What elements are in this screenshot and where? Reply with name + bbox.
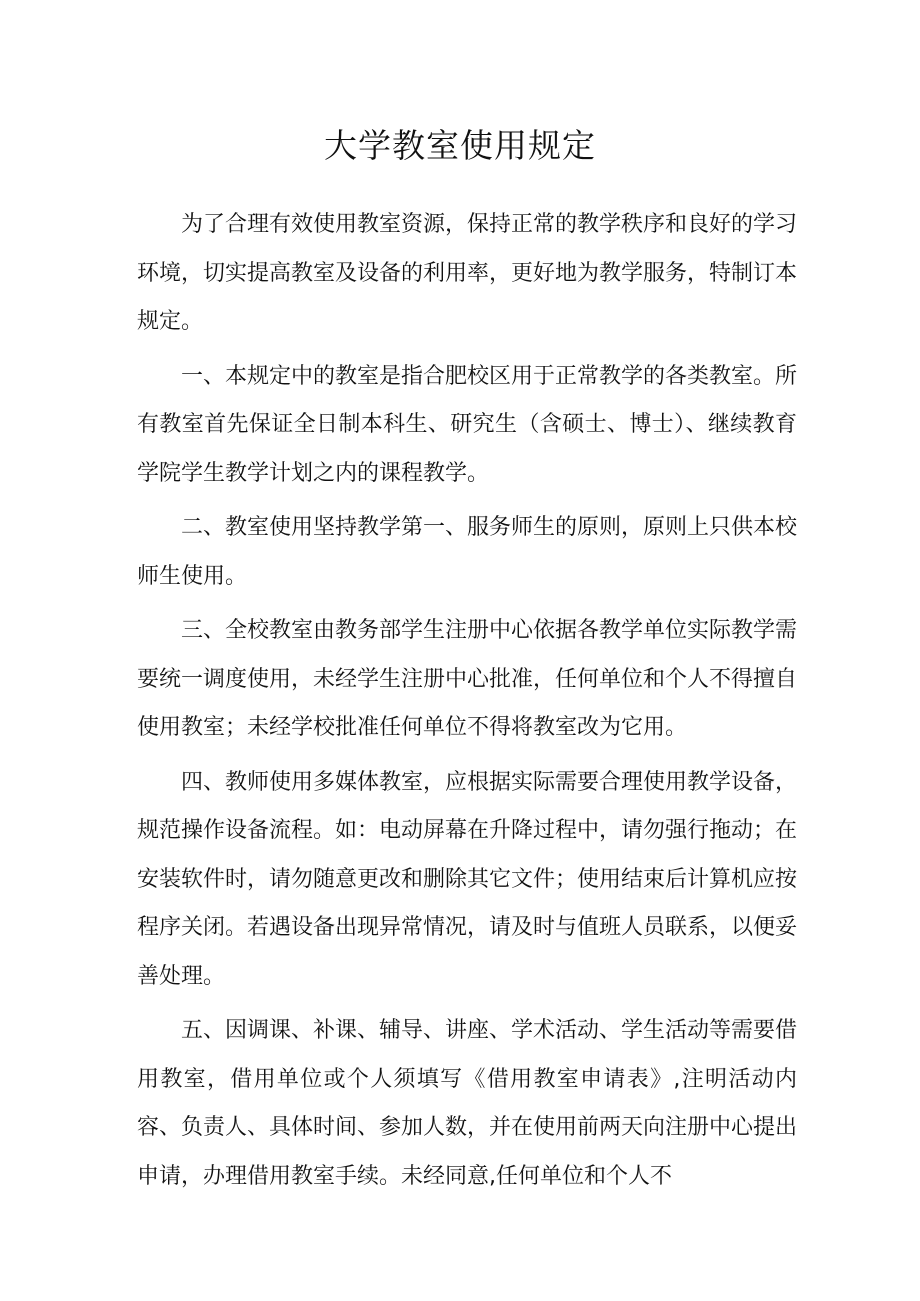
- document-body: [137, 201, 797, 1207]
- article-5-paragraph: 五、因调课、补课、辅导、讲座、学术活动、学生活动等需要借用教室，借用单位或个人须填写《借用教室申请表》,注明活动内容、负责人、具体时间、参加人数，并在使用前两天向注册中心提出申请，办理借用教室手续。未经同意,任何单位和个人不: [137, 1018, 798, 1189]
- article-4-paragraph: 四、教师使用多媒体教室，应根据实际需要合理使用教学设备，规范操作设备流程。如：电动屏幕在升降过程中，请勿强行拖动；在安装软件时，请勿随意更改和删除其它文件；使用结束后计算机应按程序关闭。若遇设备出现异常情况，请及时与值班人员联系，以便妥善处理。: [137, 769, 798, 989]
- article-1-paragraph: 一、本规定中的教室是指合肥校区用于正常教学的各类教室。所有教室首先保证全日制本科生、研究生（含硕士、博士）、继续教育学院学生教学计划之内的课程教学。: [137, 363, 798, 486]
- article-2-paragraph: 二、教室使用坚持教学第一、服务师生的原则，原则上只供本校师生使用。: [137, 515, 798, 589]
- article-3-paragraph: 三、全校教室由教务部学生注册中心依据各教学单位实际教学需要统一调度使用，未经学生注册中心批准，任何单位和个人不得擅自使用教室；未经学校批准任何单位不得将教室改为它用。: [137, 618, 798, 740]
- intro-paragraph: 为了合理有效使用教室资源，保持正常的教学秩序和良好的学习环境，切实提高教室及设备的利用率，更好地为教学服务，特制订本规定。: [137, 212, 798, 334]
- document-title: 大学教室使用规定: [324, 126, 596, 165]
